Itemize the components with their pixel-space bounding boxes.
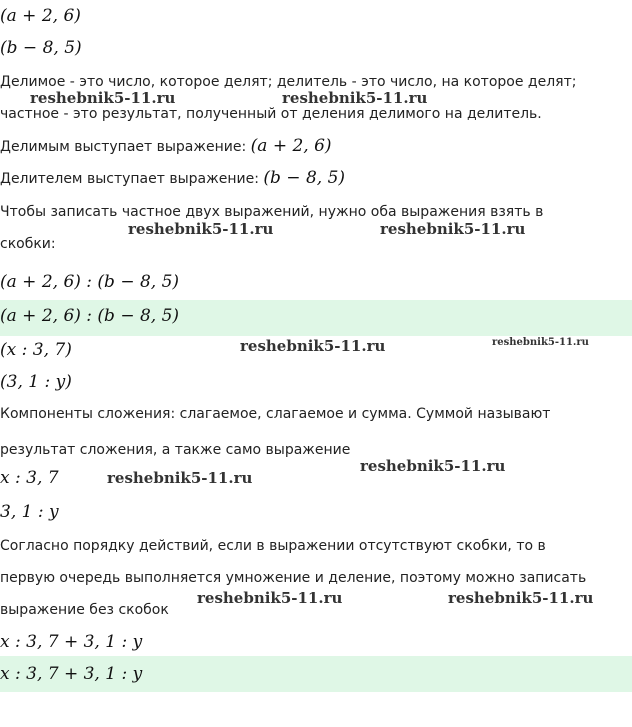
expr-dividend: (a + 2, 6) <box>0 6 81 26</box>
dividend-statement <box>0 136 332 157</box>
order-rule-line-2: первую очередь выполняется умножение и деление, поэтому можно записать <box>0 570 587 586</box>
expr-quotient: (a + 2, 6) : (b − 8, 5) <box>0 272 180 292</box>
watermark: reshebnik5-11.ru <box>107 469 253 487</box>
watermark: reshebnik5-11.ru <box>448 589 594 607</box>
expr-x-div: (x : 3, 7) <box>0 340 72 360</box>
definition-line-2: частное - это результат, полученный от деления делимого на делитель. <box>0 106 542 122</box>
order-rule-line-3: выражение без скобок <box>0 602 169 618</box>
expr-quotient-answer: (a + 2, 6) : (b − 8, 5) <box>0 306 180 326</box>
watermark: reshebnik5-11.ru <box>128 220 274 238</box>
expr-sum-answer: x : 3, 7 + 3, 1 : y <box>0 664 143 684</box>
sum-definition-line-1: Компоненты сложения: слагаемое, слагаемое и сумма. Суммой называют <box>0 406 551 422</box>
expr-term-2: 3, 1 : y <box>0 502 59 522</box>
divisor-statement-text: Делителем выступает выражение: <box>0 171 264 187</box>
divisor-statement <box>0 168 345 189</box>
sum-definition-line-2: результат сложения, а также само выражение <box>0 442 351 458</box>
expr-term-1: x : 3, 7 <box>0 468 59 488</box>
watermark: reshebnik5-11.ru <box>197 589 343 607</box>
watermark: reshebnik5-11.ru <box>282 89 428 107</box>
dividend-statement-text: Делимым выступает выражение: <box>0 139 251 155</box>
watermark: reshebnik5-11.ru <box>492 337 589 348</box>
expr-y-div: (3, 1 : y) <box>0 372 72 392</box>
expr-divisor: (b − 8, 5) <box>0 38 82 58</box>
expr-sum: x : 3, 7 + 3, 1 : y <box>0 632 143 652</box>
dividend-statement-math: (a + 2, 6) <box>250 136 332 156</box>
watermark: reshebnik5-11.ru <box>30 89 176 107</box>
watermark: reshebnik5-11.ru <box>240 337 386 355</box>
definition-line-1: Делимое - это число, которое делят; делитель - это число, на которое делят; <box>0 74 577 90</box>
divisor-statement-math: (b − 8, 5) <box>263 168 346 188</box>
quotient-instruction-line-1: Чтобы записать частное двух выражений, нужно оба выражения взять в <box>0 204 544 220</box>
order-rule-line-1: Согласно порядку действий, если в выражении отсутствуют скобки, то в <box>0 538 546 554</box>
watermark: reshebnik5-11.ru <box>360 457 506 475</box>
quotient-instruction-line-2: скобки: <box>0 236 56 252</box>
watermark: reshebnik5-11.ru <box>380 220 526 238</box>
